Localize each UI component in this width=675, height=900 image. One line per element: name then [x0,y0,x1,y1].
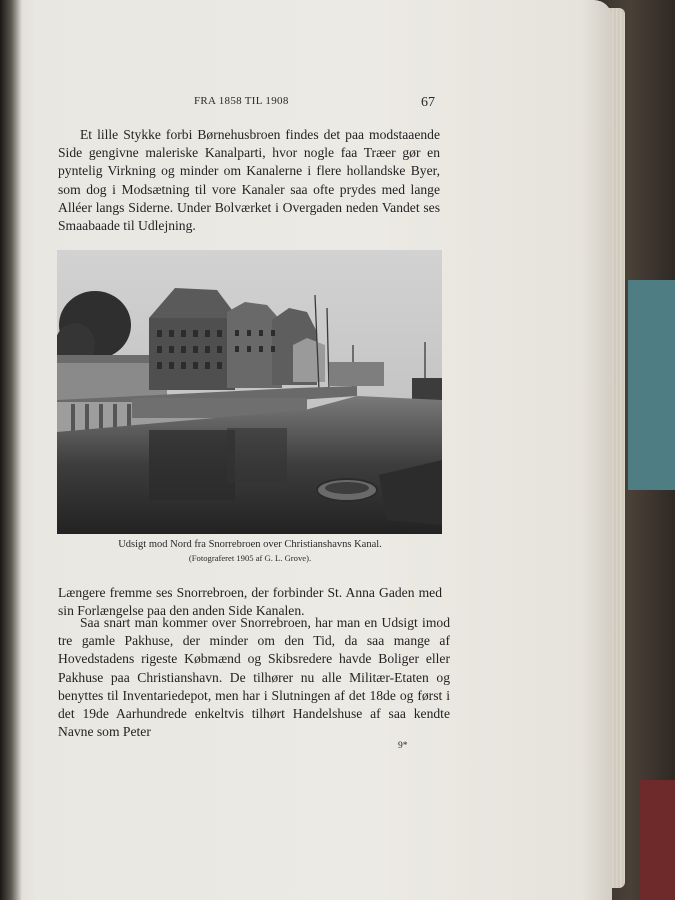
page-number: 67 [421,95,435,110]
figure-caption [60,538,440,564]
background-book-spine [628,280,675,490]
running-head: FRA 1858 TIL 1908 [194,95,289,107]
background-object [640,780,675,900]
caption-title: Udsigt mod Nord fra Snorrebroen over Christianshavns Kanal. [118,539,382,550]
caption-credit: (Fotograferet 1905 af G. L. Grove). [188,553,312,563]
canal-photograph [57,250,442,534]
paragraph-1: Et lille Stykke forbi Børnehusbroen findes det paa modstaaende Side gengivne maleriske Kanalparti, hvor nogle faa Træer gør en pyntelig Virkning og minder om Kanalerne i flere hollandske Byer, som dog i Modsætning til vore Kanaler saa ofte prydes med lange Alléer langs Siderne. Under Bolværket i Overgaden neden Vandet ses Smaabaade til Udlejning. [58,127,440,234]
signature-mark: 9* [398,741,408,751]
paragraph-2: Længere fremme ses Snorrebroen, der forbinder St. Anna Gaden med sin Forlængelse paa den anden Side Kanalen. [58,585,442,619]
paragraph-3: Saa snart man kommer over Snorrebroen, har man en Udsigt imod tre gamle Pakhuse, der minder om den Tid, da saa mange af Hovedstadens rigeste Købmænd og Skibsredere havde Boliger eller Pakhuse paa Christianshavn. De tilhører nu alle Militær-Etaten og benyttes til Inventariedepot, men har i Slutningen af det 18de og først i det 19de Aarhundrede enkeltvis tilhørt Handelshuse af saa kendte Navne som Peter [58,615,450,740]
book-gutter [0,0,22,900]
